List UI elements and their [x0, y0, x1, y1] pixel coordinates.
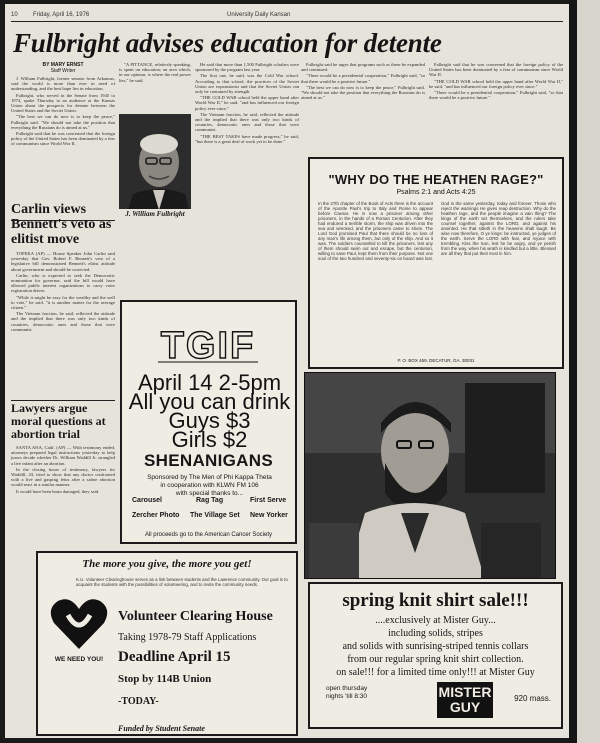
- tgif-girls-price: Girls $2: [171, 427, 248, 452]
- mister-guy-headline: spring knit shirt sale!!!: [342, 590, 529, 611]
- story-paragraph: The Vietnam fraction, he said, reflected the attitude and the implied that there was only two kinds of countries, democratic ones and those that were communist.: [11, 311, 115, 332]
- volunteer-blurb: K.U. Volunteer Clearinghouse serves as a link between students and the Lawrence community. Our goal is to acquaint the students with the possibilities of volunteering, and to invite the community needs.: [76, 577, 288, 587]
- story-paragraph: "THE COLD WAR school held the upper hand after World War II," he said, "and has influenced our foreign policy ever since.": [429, 78, 563, 89]
- volunteer-ad: [36, 551, 298, 736]
- volunteer-location: Stop by 114B Union: [118, 673, 212, 685]
- story-paragraph: "There would be a presidential cooperation," Fulbright said, "so that there would be a positive future.": [301, 73, 425, 84]
- mister-guy-line: from our regular spring knit shirt collection.: [347, 654, 524, 665]
- story-paragraph: Carlin, who is expected to seek the Democratic nomination for governor, said the bill would have allowed public interest organizations to carry voter registration drives.: [11, 272, 115, 294]
- story-paragraph: TOPEKA (AP) — House Speaker John Carlin said yesterday that Gov. Robert F. Bennett's veto of a legislative bill demonstrated Bennett's elitist attitude about government and should be corrected.: [11, 251, 115, 272]
- photo-caption: J. William Fulbright: [119, 209, 191, 218]
- store-address: 920 mass.: [514, 694, 551, 703]
- story-paragraph: The Vietnam fraction, he said, reflected the attitude and the implied that there was only two kinds of countries, democratic ones and those that were communist.: [195, 111, 299, 133]
- newspaper-page: [5, 4, 569, 738]
- tgif-ad: [120, 300, 297, 544]
- volunteer-tagline: The more you give, the more you get!: [82, 558, 252, 570]
- thanks-item: Rag Tag: [196, 497, 224, 504]
- story-paragraph: "The best we can do now is to keep the peace," Fulbright said. "We should not take the position that everything the Russians do is aimed at us.": [11, 114, 115, 130]
- mister-guy-line: ....exclusively at Mister Guy...: [375, 615, 496, 626]
- thanks-item: Zercher Photo: [132, 512, 180, 519]
- main-story-col-3: [195, 62, 299, 290]
- story-paragraph: "While it might be easy for the wealthy and the well to vote," he said, "it is another matter for the average citizen.": [11, 294, 115, 311]
- story-paragraph: "The best we can do now is to keep the peace," Fulbright said. "We should not take the position that everything the Russians do is aimed at us.": [301, 84, 425, 101]
- tgif-proceeds: All proceeds go to the American Cancer Society: [144, 532, 273, 538]
- tgif-drink-line: All you can drink: [128, 389, 291, 414]
- main-story-col-1: [11, 62, 115, 212]
- heathen-scripture: Psalms 2:1 and Acts 4:25: [396, 189, 476, 196]
- tgif-cosponsor: in cooperation with KLWN FM 106: [160, 482, 259, 489]
- bearded-man-photo: [304, 372, 556, 579]
- main-story-col-2: [119, 62, 191, 112]
- logo-line: MISTER: [438, 684, 492, 700]
- abortion-trial-story: [11, 402, 115, 546]
- story-paragraph: "There would be a presidential cooperation," Fulbright said, "so that there would be a positive future.": [429, 90, 563, 101]
- main-story-col-5: [429, 62, 563, 154]
- logo-line: GUY: [449, 699, 481, 715]
- story-paragraph: "A PITTANCE, relatively speaking, is spent on education; an area which, in our opinion, is where the real power lies," he said.: [119, 62, 191, 83]
- store-hours-detail: nights 'till 8:30: [326, 693, 367, 700]
- volunteer-today: -TODAY-: [118, 696, 159, 707]
- heathen-ad: [308, 157, 564, 369]
- story-paragraph: In the closing hours of testimony, lawyers for Waddill, 43, tried to show that any doctor confronted with a live and gasping fetus after a saline abortion would react in a similar manner.: [11, 466, 115, 488]
- adjacent-page-edge: [577, 0, 600, 743]
- mister-guy-ad: [308, 582, 563, 729]
- masthead-rule: [11, 21, 563, 22]
- volunteer-org: Volunteer Clearing House: [118, 609, 273, 624]
- paper-name: University Daily Kansan: [227, 12, 291, 18]
- page-number: 10: [11, 12, 18, 18]
- page-gutter: [569, 0, 577, 743]
- story-paragraph: "THE BEST TAKES have made progress," he said, "but there is a great deal of work yet to be done.": [195, 133, 299, 144]
- fulbright-photo: [119, 114, 191, 218]
- tgif-guys-price: Guys $3: [168, 408, 251, 433]
- heathen-address: P. O. BOX 469, DECATUR, GA. 30031: [397, 358, 475, 363]
- mister-guy-line: including solids, stripes: [388, 628, 483, 639]
- heart-icon: [48, 595, 110, 653]
- thanks-item: The Village Set: [190, 512, 240, 519]
- thanks-item: First Serve: [250, 497, 287, 504]
- abortion-headline: Lawyers argue moral questions at abortion trial: [11, 402, 106, 441]
- tgif-date: April 14 2-5pm: [137, 370, 282, 395]
- story-paragraph: Fulbright said he urges that programs such as these be expanded and continued.: [301, 62, 425, 73]
- main-headline: Fulbright advises education for detente: [13, 28, 442, 58]
- thanks-item: New Yorker: [250, 512, 288, 519]
- tgif-thanks-intro: with special thanks to...: [175, 490, 244, 497]
- story-paragraph: He said that more than 1,500 Fulbright scholars were sponsored by the program last year.: [195, 62, 299, 73]
- carlin-headline: Carlin views Bennett's veto as elitist move: [11, 202, 112, 247]
- byline-title: Staff Writer: [50, 68, 76, 74]
- mister-guy-line: and solids with sunrising-striped tennis collars: [342, 641, 529, 652]
- thanks-item: Carousel: [132, 497, 162, 504]
- volunteer-funding: Funded by Student Senate: [118, 724, 205, 733]
- heathen-body: In the 27th chapter of the Book of Acts there is the account of the Apostle Paul's trip to Italy and Rome to appear before Caesar. He is now a prisoner among other prisoners, in the hands of a Roman Centurion. After they had endured a terrible storm, the ship was driven into the sea and wrecked, and the prisoners came to shore. The Lord God promised Paul that there should be no loss of any man's life among them, but only of the ship. And so it was. The soldiers counselled to kill the prisoners, lest any of them should swim out and escape, but the centurion, willing to save Paul, kept them from their purpose. Not one soul of the two hundred and seventy-six on board was lost. God is the same yesterday, today and forever. Those who reject the warnings He gives reap destruction. Why do the heathen rage, and the people imagine a vain thing? The kings of the earth set themselves, and the rulers take counsel together, against the LORD, and against his anointed. He that sitteth in the heavens shall laugh. Be wise now therefore, O ye kings: be instructed, ye judges of the earth. Serve the LORD with fear, and rejoice with trembling. Kiss the Son, lest he be angry, and ye perish from the way, when his wrath is kindled but a little. Blessed are all they that put their trust in him.: [318, 201, 556, 261]
- mister-guy-line: on sale!!! for a limited time only!!! at Mister Guy: [336, 667, 535, 678]
- story-paragraph: Fulbright said that he was concerned that the foreign policy of the United States has been dominated by a fear of communism since World War II.: [429, 62, 563, 78]
- story-paragraph: Fulbright, who served in the Senate from 1945 to 1974, spoke Thursday to an audience at the Kansas Union about the prospects for detente between the United States and the Soviet Union.: [11, 92, 115, 114]
- story-paragraph: Fulbright said that he was concerned that the foreign policy of the United States has been dominated by a fear of communism since World War II.: [11, 131, 115, 147]
- tgif-venue: SHENANIGANS: [144, 451, 273, 470]
- tgif-logo: [154, 322, 262, 366]
- volunteer-deadline: Deadline April 15: [118, 649, 231, 665]
- story-paragraph: The first one, he said, was the Cold War school. According to that school, the practices of the Soviet Union are expansionist and that the Soviet Union can only be contained by strength.: [195, 73, 299, 95]
- store-hours: open thursday: [326, 685, 368, 692]
- story-paragraph: J. William Fulbright, former senator from Arkansas, said the world is more than ever in need of understanding, and the best hope lies in education.: [11, 76, 115, 92]
- story-paragraph: "THE COLD WAR school held the upper hand after World War II," he said, "and has influenced our foreign policy ever since.": [195, 95, 299, 111]
- heathen-title: "WHY DO THE HEATHEN RAGE?": [328, 172, 544, 187]
- tgif-sponsor: Sponsored by The Men of Phi Kappa Theta: [147, 474, 272, 481]
- carlin-story: [11, 202, 115, 398]
- story-paragraph: It would have been brain damaged, they said.: [16, 488, 100, 494]
- main-story-col-4: [301, 62, 425, 154]
- story-divider: [11, 400, 115, 401]
- byline: BY MARY ERNST: [42, 62, 84, 68]
- tgif-logo-text: TGIF: [160, 325, 256, 366]
- volunteer-taking: Taking 1978-79 Staff Applications: [118, 632, 257, 643]
- story-paragraph: SANTA ANA, Calif. (AP) — With testimony ended, attorneys prepared legal instructions yesterday to help jurors decide whether Dr. William Waddill Jr. strangled a live infant after an abortion.: [11, 445, 115, 466]
- issue-date: Friday, April 16, 1976: [33, 12, 90, 18]
- mister-guy-logo: [437, 682, 493, 718]
- we-need-you: WE NEED YOU!: [54, 656, 104, 663]
